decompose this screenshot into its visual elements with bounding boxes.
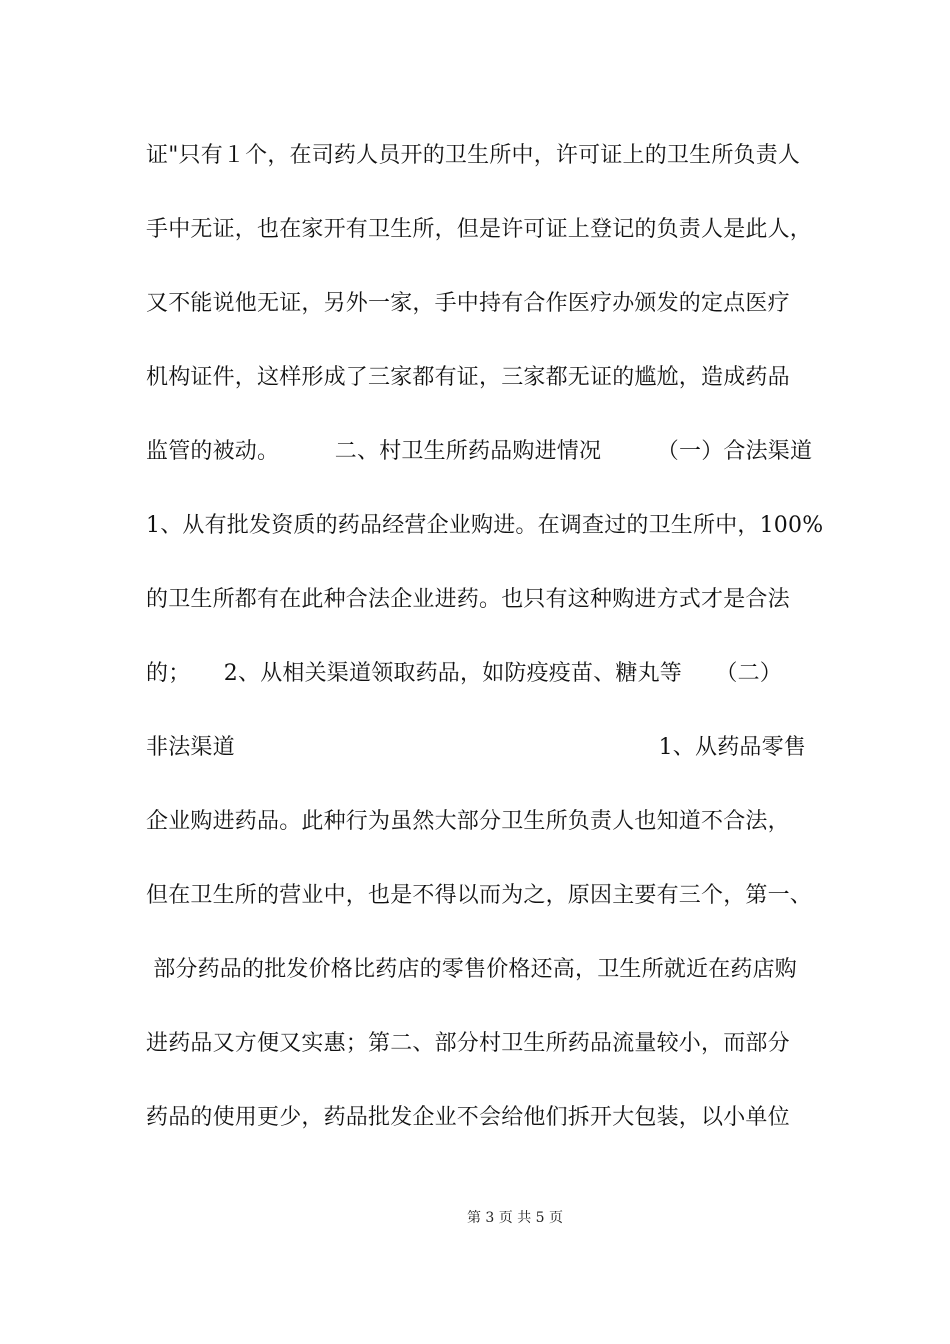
body-line-13: 进药品又方便又实惠；第二、部分村卫生所药品流量较小，而部分 xyxy=(146,1031,790,1056)
body-line-10: 企业购进药品。此种行为虽然大部分卫生所负责人也知道不合法， xyxy=(146,809,790,834)
body-line-4: 机构证件，这样形成了三家都有证，三家都无证的尴尬，造成药品 xyxy=(146,365,790,390)
body-line-2: 手中无证，也在家开有卫生所，但是许可证上登记的负责人是此人， xyxy=(146,217,813,242)
body-line-12: 部分药品的批发价格比药店的零售价格还高，卫生所就近在药店购 xyxy=(146,957,797,982)
body-line-11: 但在卫生所的营业中，也是不得以而为之，原因主要有三个，第一、 xyxy=(146,883,813,908)
body-line-9-left: 非法渠道 xyxy=(146,735,235,760)
body-line-5: 监管的被动。 二、村卫生所药品购进情况 （一）合法渠道 xyxy=(146,439,813,464)
body-line-6: 1、从有批发资质的药品经营企业购进。在调查过的卫生所中，100% xyxy=(146,513,824,538)
body-line-9-right: 1、从药品零售 xyxy=(658,735,806,760)
body-line-3: 又不能说他无证，另外一家，手中持有合作医疗办颁发的定点医疗 xyxy=(146,291,790,316)
body-line-14: 药品的使用更少，药品批发企业不会给他们拆开大包装，以小单位 xyxy=(146,1105,790,1130)
body-line-1: 证"只有１个，在司药人员开的卫生所中，许可证上的卫生所负责人 xyxy=(146,143,801,168)
body-line-7: 的卫生所都有在此种合法企业进药。也只有这种购进方式才是合法 xyxy=(146,587,790,612)
body-line-9 xyxy=(146,731,806,765)
body-line-8: 的； 2、从相关渠道领取药品，如防疫疫苗、糖丸等 （二） xyxy=(146,661,782,686)
page-number-footer: 第 3 页 共 5 页 xyxy=(466,1210,564,1226)
